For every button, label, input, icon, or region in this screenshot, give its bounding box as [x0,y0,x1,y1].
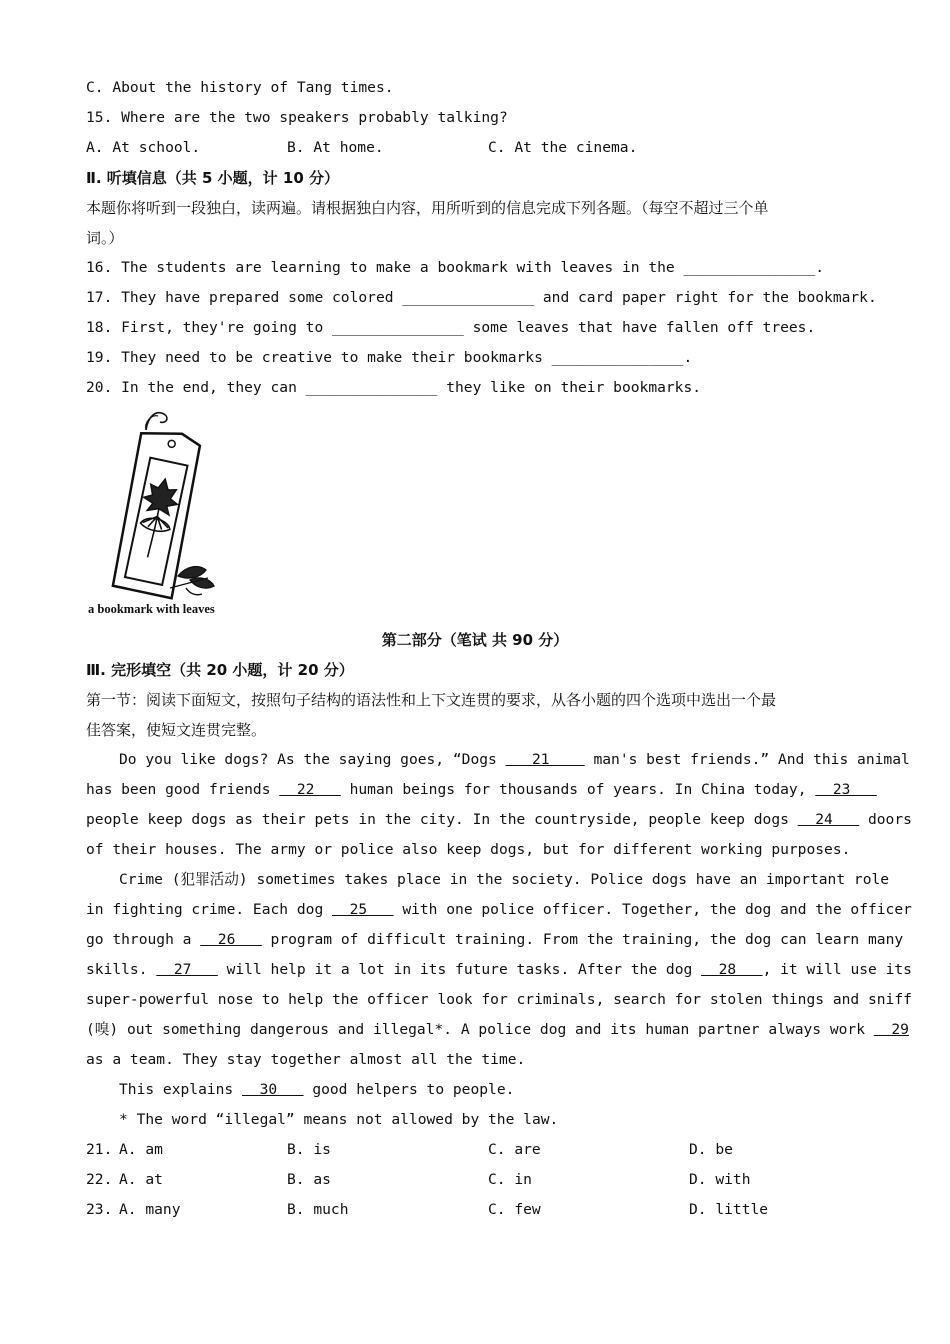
passage-line: super-powerful nose to help the officer look for criminals, search for stolen things and sniff [86,991,912,1008]
option-a: A. at [119,1171,163,1188]
passage-text: , it will use its [762,961,912,978]
option-c: C. in [488,1171,532,1188]
passage-text: man's best friends.” And this animal [584,751,910,768]
section2-instructions-cont: 词。） [86,229,124,247]
passage-text: will help it a lot in its future tasks. After the dog [217,961,702,978]
bookmark-illustration [86,408,236,622]
blank-29: 29 [873,1021,909,1038]
passage-text: human beings for thousands of years. In China today, [340,781,816,798]
footnote: * The word “illegal” means not allowed by the law. [119,1111,559,1128]
passage-line [86,780,877,800]
q15-option-a: A. At school. [86,139,201,156]
passage-text: program of difficult training. From the training, the dog can learn many [261,931,904,948]
q19: 19. They need to be creative to make their bookmarks _______________. [86,349,693,366]
part2-title: 第二部分（笔试 共 90 分） [381,631,569,649]
option-c: C. few [488,1201,541,1218]
passage-text: This explains [119,1081,243,1098]
blank-25: 25 [332,901,394,918]
q15-stem: 15. Where are the two speakers probably talking? [86,109,508,126]
option-b: B. much [287,1201,349,1218]
q15-option-b: B. At home. [287,139,384,156]
option-a: A. many [119,1201,181,1218]
passage-line [86,1020,909,1040]
passage-text: good helpers to people. [303,1081,515,1098]
option-b: B. as [287,1171,331,1188]
q16: 16. The students are learning to make a bookmark with leaves in the _______________. [86,259,825,276]
passage-line: of their houses. The army or police also keep dogs, but for different working purposes. [86,841,851,858]
passage-text: people keep dogs as their pets in the city. In the countryside, people keep dogs [86,811,798,828]
section3-heading: Ⅲ. 完形填空（共 20 小题，计 20 分） [86,661,354,679]
blank-24: 24 [797,811,860,828]
blank-30: 30 [242,1081,304,1098]
passage-line [119,750,910,770]
passage-line: as a team. They stay together almost all the time. [86,1051,526,1068]
blank-22: 22 [279,781,341,798]
blank-28: 28 [701,961,763,978]
passage-line [86,930,903,950]
passage-line [86,960,912,980]
option-a: A. am [119,1141,163,1158]
option-d: D. with [689,1171,751,1188]
q20: 20. In the end, they can _______________ they like on their bookmarks. [86,379,702,396]
q15-option-c: C. At the cinema. [488,139,638,156]
question-number: 23. [86,1201,113,1218]
passage-line: Crime (犯罪活动) sometimes takes place in the society. Police dogs have an important role [119,871,890,888]
section3-instructions-cont: 佳答案，使短文连贯完整。 [86,721,267,739]
passage-text: has been good friends [86,781,280,798]
q17: 17. They have prepared some colored _______________ and card paper right for the bookmark. [86,289,877,306]
passage-text: skills. [86,961,157,978]
blank-23: 23 [815,781,877,798]
option-b: B. is [287,1141,331,1158]
passage-text: Do you like dogs? As the saying goes, “Dogs [119,751,506,768]
section2-instructions: 本题你将听到一段独白，读两遍。请根据独白内容，用所听到的信息完成下列各题。（每空不超过三个单 [86,199,769,217]
passage-text: with one police officer. Together, the dog and the officer [393,901,912,918]
option-c: C. are [488,1141,541,1158]
passage-text: (嗅) out something dangerous and illegal*. A police dog and its human partner always work [86,1021,874,1038]
blank-26: 26 [200,931,262,948]
blank-27: 27 [156,961,218,978]
section3-instructions: 第一节：阅读下面短文，按照句子结构的语法性和上下文连贯的要求，从各小题的四个选项中选出一个最 [86,691,777,709]
passage-text: doors [859,811,912,828]
passage-line [86,810,912,830]
q18: 18. First, they're going to _______________ some leaves that have fallen off trees. [86,319,816,336]
question-number: 22. [86,1171,113,1188]
blank-21: 21 [505,751,585,768]
bookmark-caption: a bookmark with leaves [88,602,215,616]
section2-heading: Ⅱ. 听填信息（共 5 小题，计 10 分） [86,169,340,187]
q14-option-c: C. About the history of Tang times. [86,79,394,96]
passage-text: in fighting crime. Each dog [86,901,333,918]
passage-text: go through a [86,931,201,948]
option-d: D. be [689,1141,733,1158]
option-d: D. little [689,1201,769,1218]
question-number: 21. [86,1141,113,1158]
passage-line [86,900,912,920]
passage-line [119,1080,514,1100]
